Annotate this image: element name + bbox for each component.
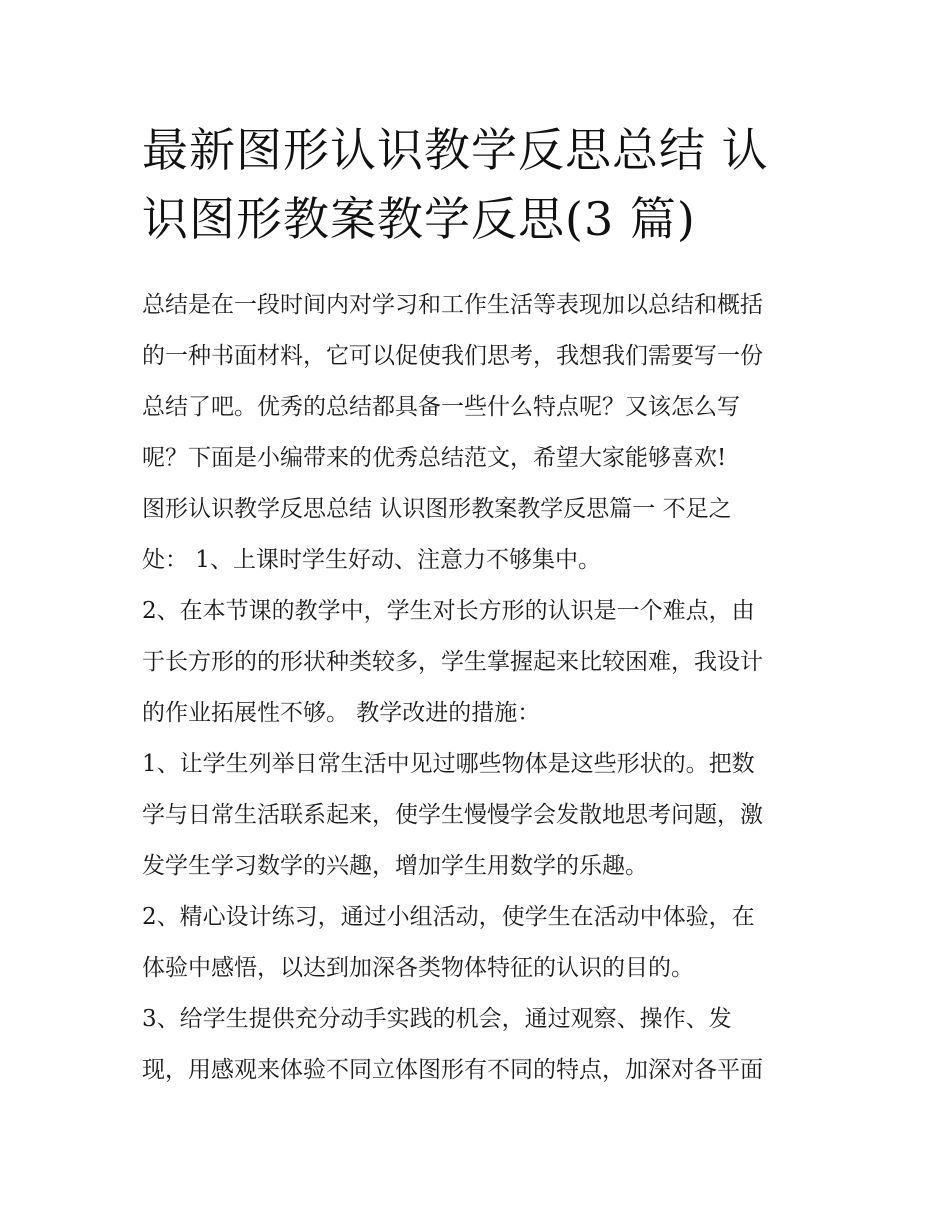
- body-line: 处： 1、上课时学生好动、注意力不够集中。: [142, 547, 601, 573]
- title-line: 最新图形认识教学反思总结 认: [142, 123, 769, 177]
- body-line: 2、在本节课的教学中，学生对长方形的认识是一个难点，由: [142, 598, 755, 624]
- body-line: 的一种书面材料，它可以促使我们思考，我想我们需要写一份: [142, 343, 763, 369]
- title-line: 识图形教案教学反思(3 篇): [142, 192, 696, 246]
- body-line: 1、让学生列举日常生活中见过哪些物体是这些形状的。把数: [142, 751, 755, 777]
- document-title: [142, 116, 822, 254]
- body-line: 呢？下面是小编带来的优秀总结范文，希望大家能够喜欢!: [142, 445, 727, 471]
- body-line: 于长方形的的形状种类较多，学生掌握起来比较困难，我设计: [142, 649, 763, 675]
- body-line: 总结是在一段时间内对学习和工作生活等表现加以总结和概括: [142, 292, 763, 318]
- body-line: 学与日常生活联系起来，使学生慢慢学会发散地思考问题，激: [142, 802, 763, 828]
- body-line: 2、精心设计练习，通过小组活动，使学生在活动中体验，在: [142, 904, 755, 930]
- body-line: 体验中感悟，以达到加深各类物体特征的认识的目的。: [142, 955, 694, 981]
- body-line: 现，用感观来体验不同立体图形有不同的特点，加深对各平面: [142, 1057, 763, 1083]
- body-line: 的作业拓展性不够。 教学改进的措施：: [142, 700, 541, 726]
- body-line: 发学生学习数学的兴趣，增加学生用数学的乐趣。: [142, 853, 648, 879]
- body-line: 总结了吧。优秀的总结都具备一些什么特点呢？又该怎么写: [142, 394, 740, 420]
- document-body: [142, 280, 832, 1096]
- body-line: 图形认识教学反思总结 认识图形教案教学反思篇一 不足之: [142, 496, 732, 522]
- body-line: 3、给学生提供充分动手实践的机会，通过观察、操作、发: [142, 1006, 732, 1032]
